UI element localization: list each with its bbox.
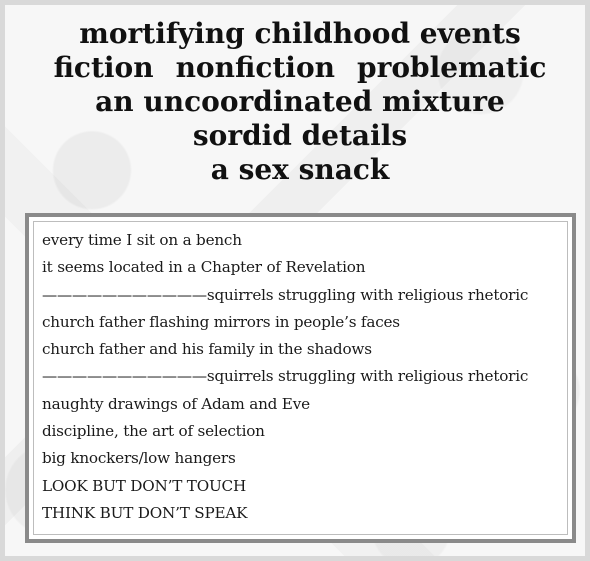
- title-line-4: sordid details: [192, 119, 408, 152]
- title-word-nonfiction: nonfiction: [175, 51, 335, 84]
- poem-line: ———————————squirrels struggling with religious rhetoric: [42, 285, 529, 304]
- title-line-1: mortifying childhood events: [79, 17, 521, 50]
- title-word-fiction: fiction: [53, 51, 154, 84]
- title-line-2: [5, 51, 590, 85]
- poem-line: big knockers/low hangers: [42, 449, 236, 468]
- title-line-5: a sex snack: [210, 153, 390, 186]
- poem-text: [42, 227, 572, 527]
- poem-line: church father flashing mirrors in people’s faces: [42, 312, 400, 331]
- poem-line: it seems located in a Chapter of Revelation: [42, 258, 366, 277]
- poem-box: [25, 213, 576, 543]
- poem-line: THINK BUT DON’T SPEAK: [42, 503, 248, 522]
- poem-line: naughty drawings of Adam and Eve: [42, 394, 310, 413]
- poem-line: LOOK BUT DON’T TOUCH: [42, 476, 247, 495]
- poem-line: every time I sit on a bench: [42, 231, 242, 249]
- title-word-problematic: problematic: [356, 51, 547, 84]
- title-block: [5, 17, 590, 187]
- poem-line: discipline, the art of selection: [42, 422, 265, 441]
- poem-line: ———————————squirrels struggling with religious rhetoric: [42, 367, 529, 386]
- poem-line: church father and his family in the shadows: [42, 340, 372, 359]
- title-line-3: an uncoordinated mixture: [95, 85, 505, 118]
